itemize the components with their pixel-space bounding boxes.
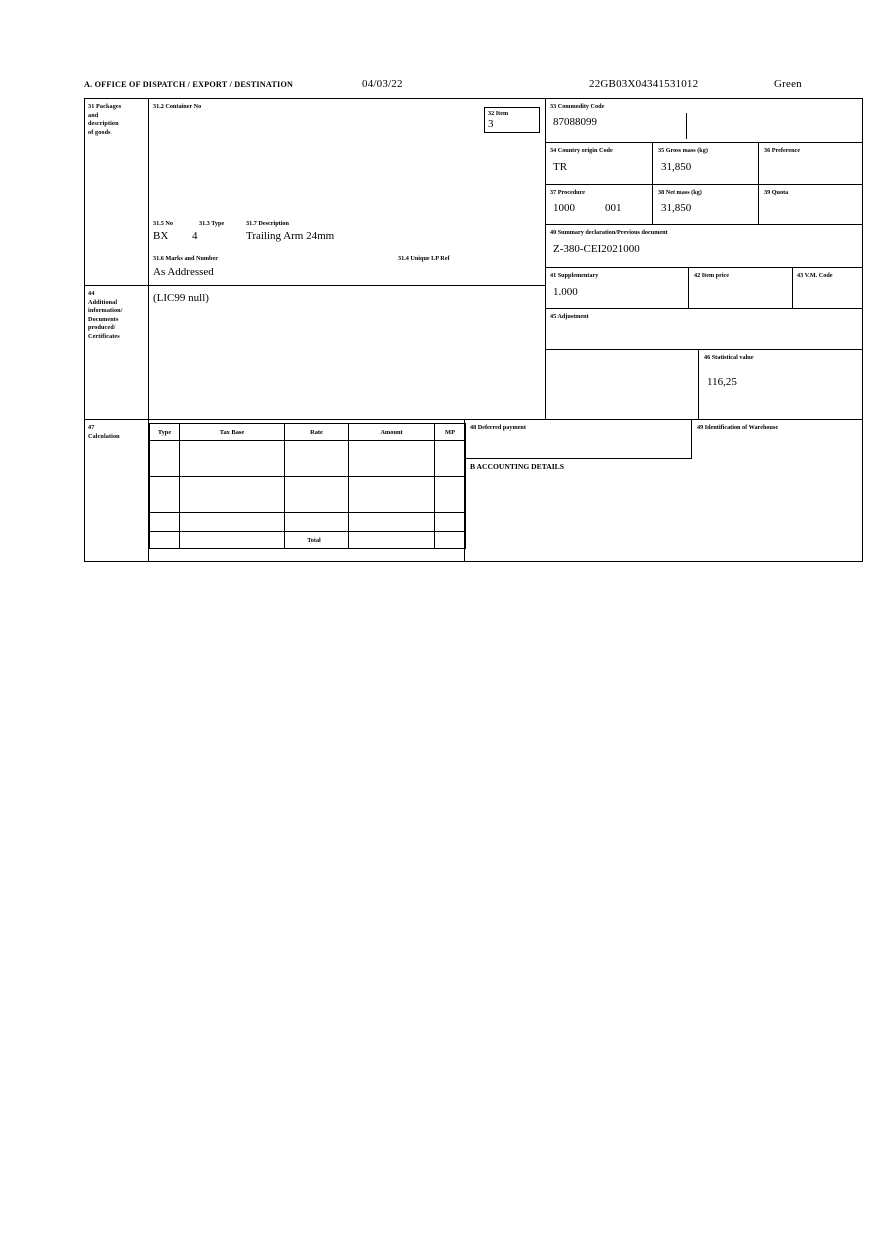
- box-33-commodity-code: [545, 99, 863, 143]
- box-31-label: [85, 99, 148, 285]
- box-31-7-description-caption: 31.7 Description: [246, 220, 289, 227]
- cell-type: [150, 477, 180, 513]
- cell-type: [150, 441, 180, 477]
- box-31-label-line2: and: [88, 111, 99, 119]
- box-41-supplementary: [545, 268, 689, 309]
- box-44-value: (LIC99 null): [153, 292, 209, 304]
- cell-amount: [349, 441, 435, 477]
- box-31-5-no-caption: 31.5 No: [153, 220, 173, 227]
- box-38-caption: 38 Net mass (kg): [658, 189, 702, 196]
- box-33-value: 87088099: [553, 116, 597, 128]
- box-38-value: 31,850: [661, 202, 692, 214]
- box-32-item-value: 3: [488, 118, 494, 130]
- cell-tax-base: [180, 477, 285, 513]
- box-38-net-mass: [653, 185, 759, 225]
- box-40-value: Z-380-CEI2021000: [553, 243, 640, 255]
- box-39-quota: [759, 185, 863, 225]
- box-44-label-line5: produced/: [88, 324, 116, 332]
- box-39-caption: 39 Quota: [764, 189, 789, 196]
- box-31-6-marks-caption: 31.6 Marks and Number: [153, 255, 218, 262]
- box-31-2-container-caption: 31.2 Container No: [153, 103, 202, 110]
- box-33-caption: 33 Commodity Code: [550, 103, 605, 110]
- box-43-vm-code: [793, 268, 863, 309]
- cell-rate: [285, 441, 349, 477]
- sad-form-frame: [84, 98, 863, 562]
- calculation-header-row: [150, 424, 466, 441]
- box-36-caption: 36 Preference: [764, 147, 801, 154]
- office-of-dispatch-label: A. OFFICE OF DISPATCH / EXPORT / DESTINATION: [84, 80, 294, 89]
- box-32-item-inner: [484, 107, 540, 133]
- box-34-value: TR: [553, 161, 568, 173]
- box-31-label-line4: of goods: [88, 128, 111, 136]
- customs-lane-status: Green: [774, 78, 802, 90]
- col-type: Type: [150, 424, 180, 441]
- document-header: [84, 80, 864, 94]
- declaration-date: 04/03/22: [362, 78, 403, 90]
- calculation-total-divider: [149, 531, 465, 532]
- box-40-previous-document: [545, 225, 863, 268]
- box-44-label-line6: Certificates: [88, 332, 120, 340]
- box-45-46-dotted-divider: [545, 350, 546, 419]
- cell-tax-base: [180, 441, 285, 477]
- calculation-total-label: Total: [307, 537, 321, 544]
- box-35-value: 31,850: [661, 161, 692, 173]
- box-48-caption: 48 Deferred payment: [470, 424, 526, 431]
- box-47-label-line2: Calculation: [88, 432, 120, 440]
- box-49-warehouse: [691, 419, 863, 459]
- box-31-label-line1: 31 Packages: [88, 103, 122, 110]
- col-amount: Amount: [349, 424, 435, 441]
- box-44-additional-info-label: [85, 285, 148, 419]
- box-37-procedure: [545, 185, 653, 225]
- box-47-label-line1: 47: [88, 424, 95, 431]
- box-31-3-type-caption: 31.3 Type: [199, 220, 225, 227]
- col-rate: Rate: [285, 424, 349, 441]
- box-46-caption: 46 Statistical value: [704, 354, 754, 361]
- box-b-caption: B ACCOUNTING DETAILS: [470, 462, 564, 471]
- box-44-additional-info-area: [148, 285, 545, 419]
- box-46-value: 116,25: [707, 376, 737, 388]
- box-34-caption: 34 Country origin Code: [550, 147, 613, 154]
- box-44-label-line3: information/: [88, 307, 123, 315]
- box-31-label-line3: description: [88, 120, 119, 128]
- box-42-caption: 42 Item price: [694, 272, 730, 279]
- box-44-label-line1: 44: [88, 290, 95, 297]
- movement-reference-number: 22GB03X04341531012: [589, 78, 699, 90]
- cell-mp: [435, 477, 466, 513]
- box-46-statistical-value: [698, 350, 863, 419]
- box-35-gross-mass: [653, 143, 759, 185]
- box-31-3-type-value: 4: [192, 230, 198, 242]
- box-31-4-uniqueref-caption: 31.4 Unique LP Ref: [398, 255, 450, 262]
- box-32-item-caption: 32 Item: [488, 110, 509, 117]
- box-34-country-origin: [545, 143, 653, 185]
- box-37-value-b: 001: [605, 202, 622, 214]
- col-tax-base: Tax Base: [180, 424, 285, 441]
- box-b-accounting-details: [464, 459, 863, 562]
- box-31-5-no-value: BX: [153, 230, 169, 242]
- col-mp: MP: [435, 424, 466, 441]
- box-41-value: 1.000: [553, 286, 578, 298]
- box-31-6-marks-value: As Addressed: [153, 266, 214, 278]
- box-44-label-line2: Additional: [88, 298, 118, 306]
- box-47-calculation-label: [85, 419, 148, 562]
- table-row: [150, 441, 466, 477]
- cell-amount: [349, 477, 435, 513]
- table-row: [150, 477, 466, 513]
- box-42-item-price: [689, 268, 793, 309]
- cell-mp: [435, 441, 466, 477]
- box-35-caption: 35 Gross mass (kg): [658, 147, 708, 154]
- box-45-caption: 45 Adjustment: [550, 313, 589, 320]
- box-36-preference: [759, 143, 863, 185]
- box-45-adjustment: [545, 309, 863, 350]
- box-31-7-description-value: Trailing Arm 24mm: [246, 230, 335, 242]
- box-40-caption: 40 Summary declaration/Previous document: [550, 229, 668, 236]
- box-37-value-a: 1000: [553, 202, 575, 214]
- box-43-caption: 43 V.M. Code: [797, 272, 833, 279]
- box-48-deferred-payment: [464, 419, 691, 459]
- box-44-label-line4: Documents: [88, 315, 119, 323]
- box-33-subdivider: [686, 113, 687, 139]
- cell-rate: [285, 477, 349, 513]
- box-41-caption: 41 Supplementary: [550, 272, 599, 279]
- box-49-caption: 49 Identification of Warehouse: [697, 424, 779, 431]
- box-37-caption: 37 Procedure: [550, 189, 585, 196]
